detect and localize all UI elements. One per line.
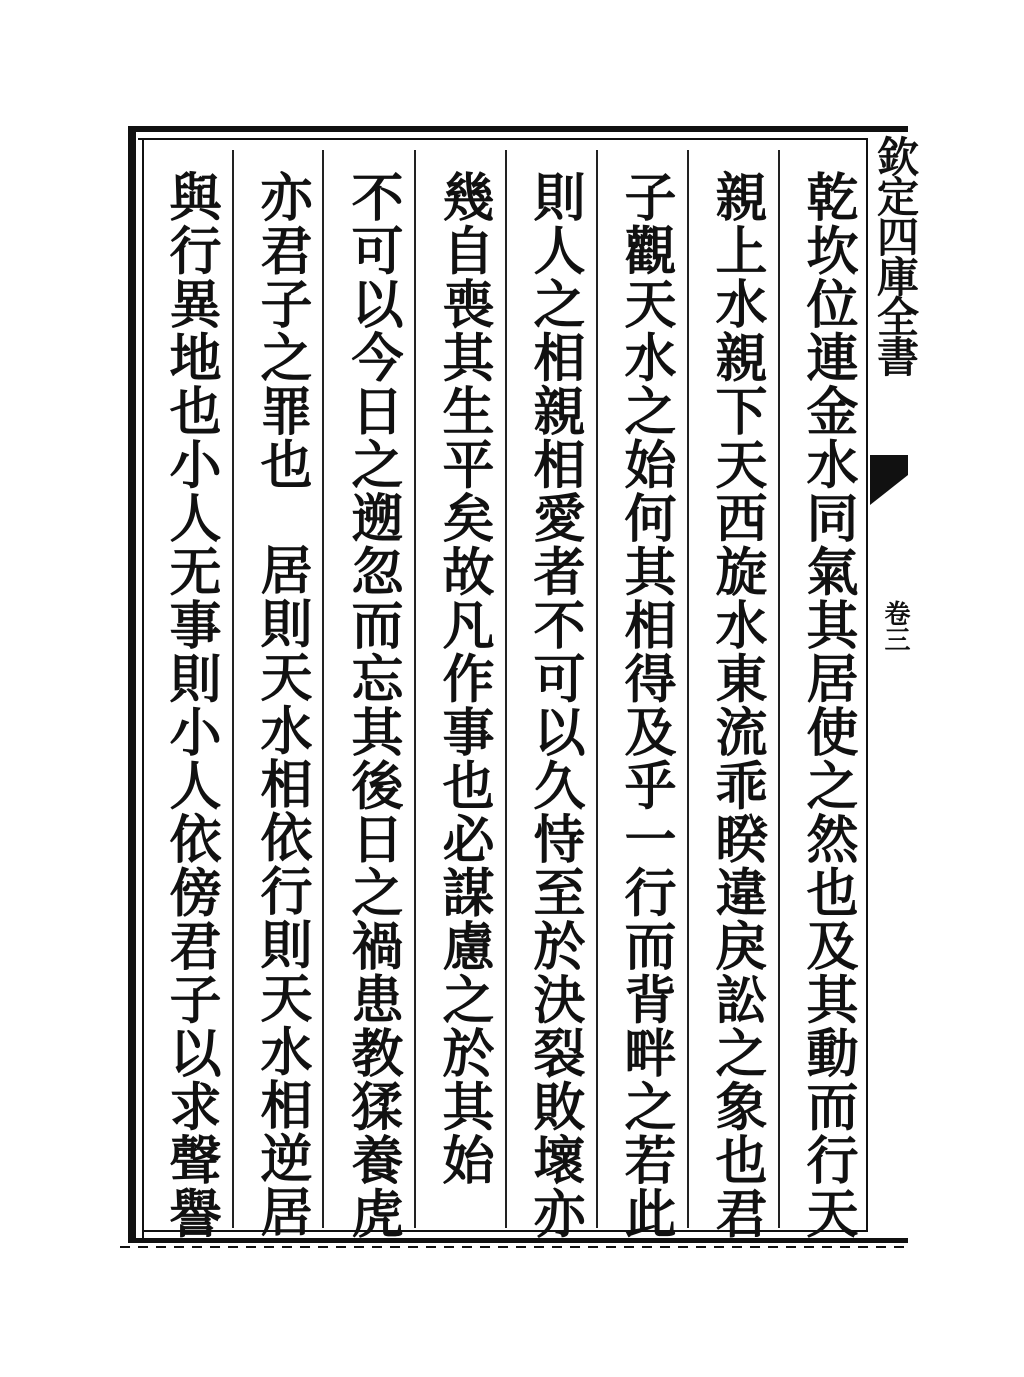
column-rule [505,150,507,1228]
column-rule [322,150,324,1228]
column-rule [232,150,234,1228]
frame-bottom-border [128,1238,908,1243]
column-rule [414,150,416,1228]
column-rule [596,150,598,1228]
text-column-5: 幾自喪其生平矣故凡作事也必謀慮之於其始 [433,170,494,1187]
text-column-6: 不可以今日之遡忽而忘其後日之禍患教猱養虎 [342,170,403,1240]
text-column-1: 乾坎位連金水同氣其居使之然也及其動而行天 [797,170,858,1240]
volume-label: 卷三 [880,600,910,652]
frame-top-inner-border [138,138,868,140]
text-column-7-part-1: 亦君子之罪也 [251,170,312,491]
column-rule [687,150,689,1228]
text-column-7 [246,170,316,1239]
frame-left-inner-border [142,138,144,1238]
frame-right-border [866,138,868,1232]
column-rule [778,150,780,1228]
fish-tail-mark [870,455,908,505]
bottom-dashed-line [120,1246,910,1248]
book-title: 欽定四庫全書 [871,135,920,375]
frame-top-border [128,126,908,132]
text-column-8: 與行異地也小人无事則小人依傍君子以求聲譽 [160,170,221,1240]
text-column-7-part-2: 居則天水相依行則天水相逆居 [251,543,312,1239]
text-column-2: 親上水親下天西旋水東流乖睽違戾訟之象也君 [706,170,767,1240]
text-column-4: 則人之相親相愛者不可以久恃至於決裂敗壞亦 [524,170,585,1240]
frame-left-border [128,126,136,1241]
text-column-3: 子觀天水之始何其相得及乎一行而背畔之若此 [615,170,676,1240]
